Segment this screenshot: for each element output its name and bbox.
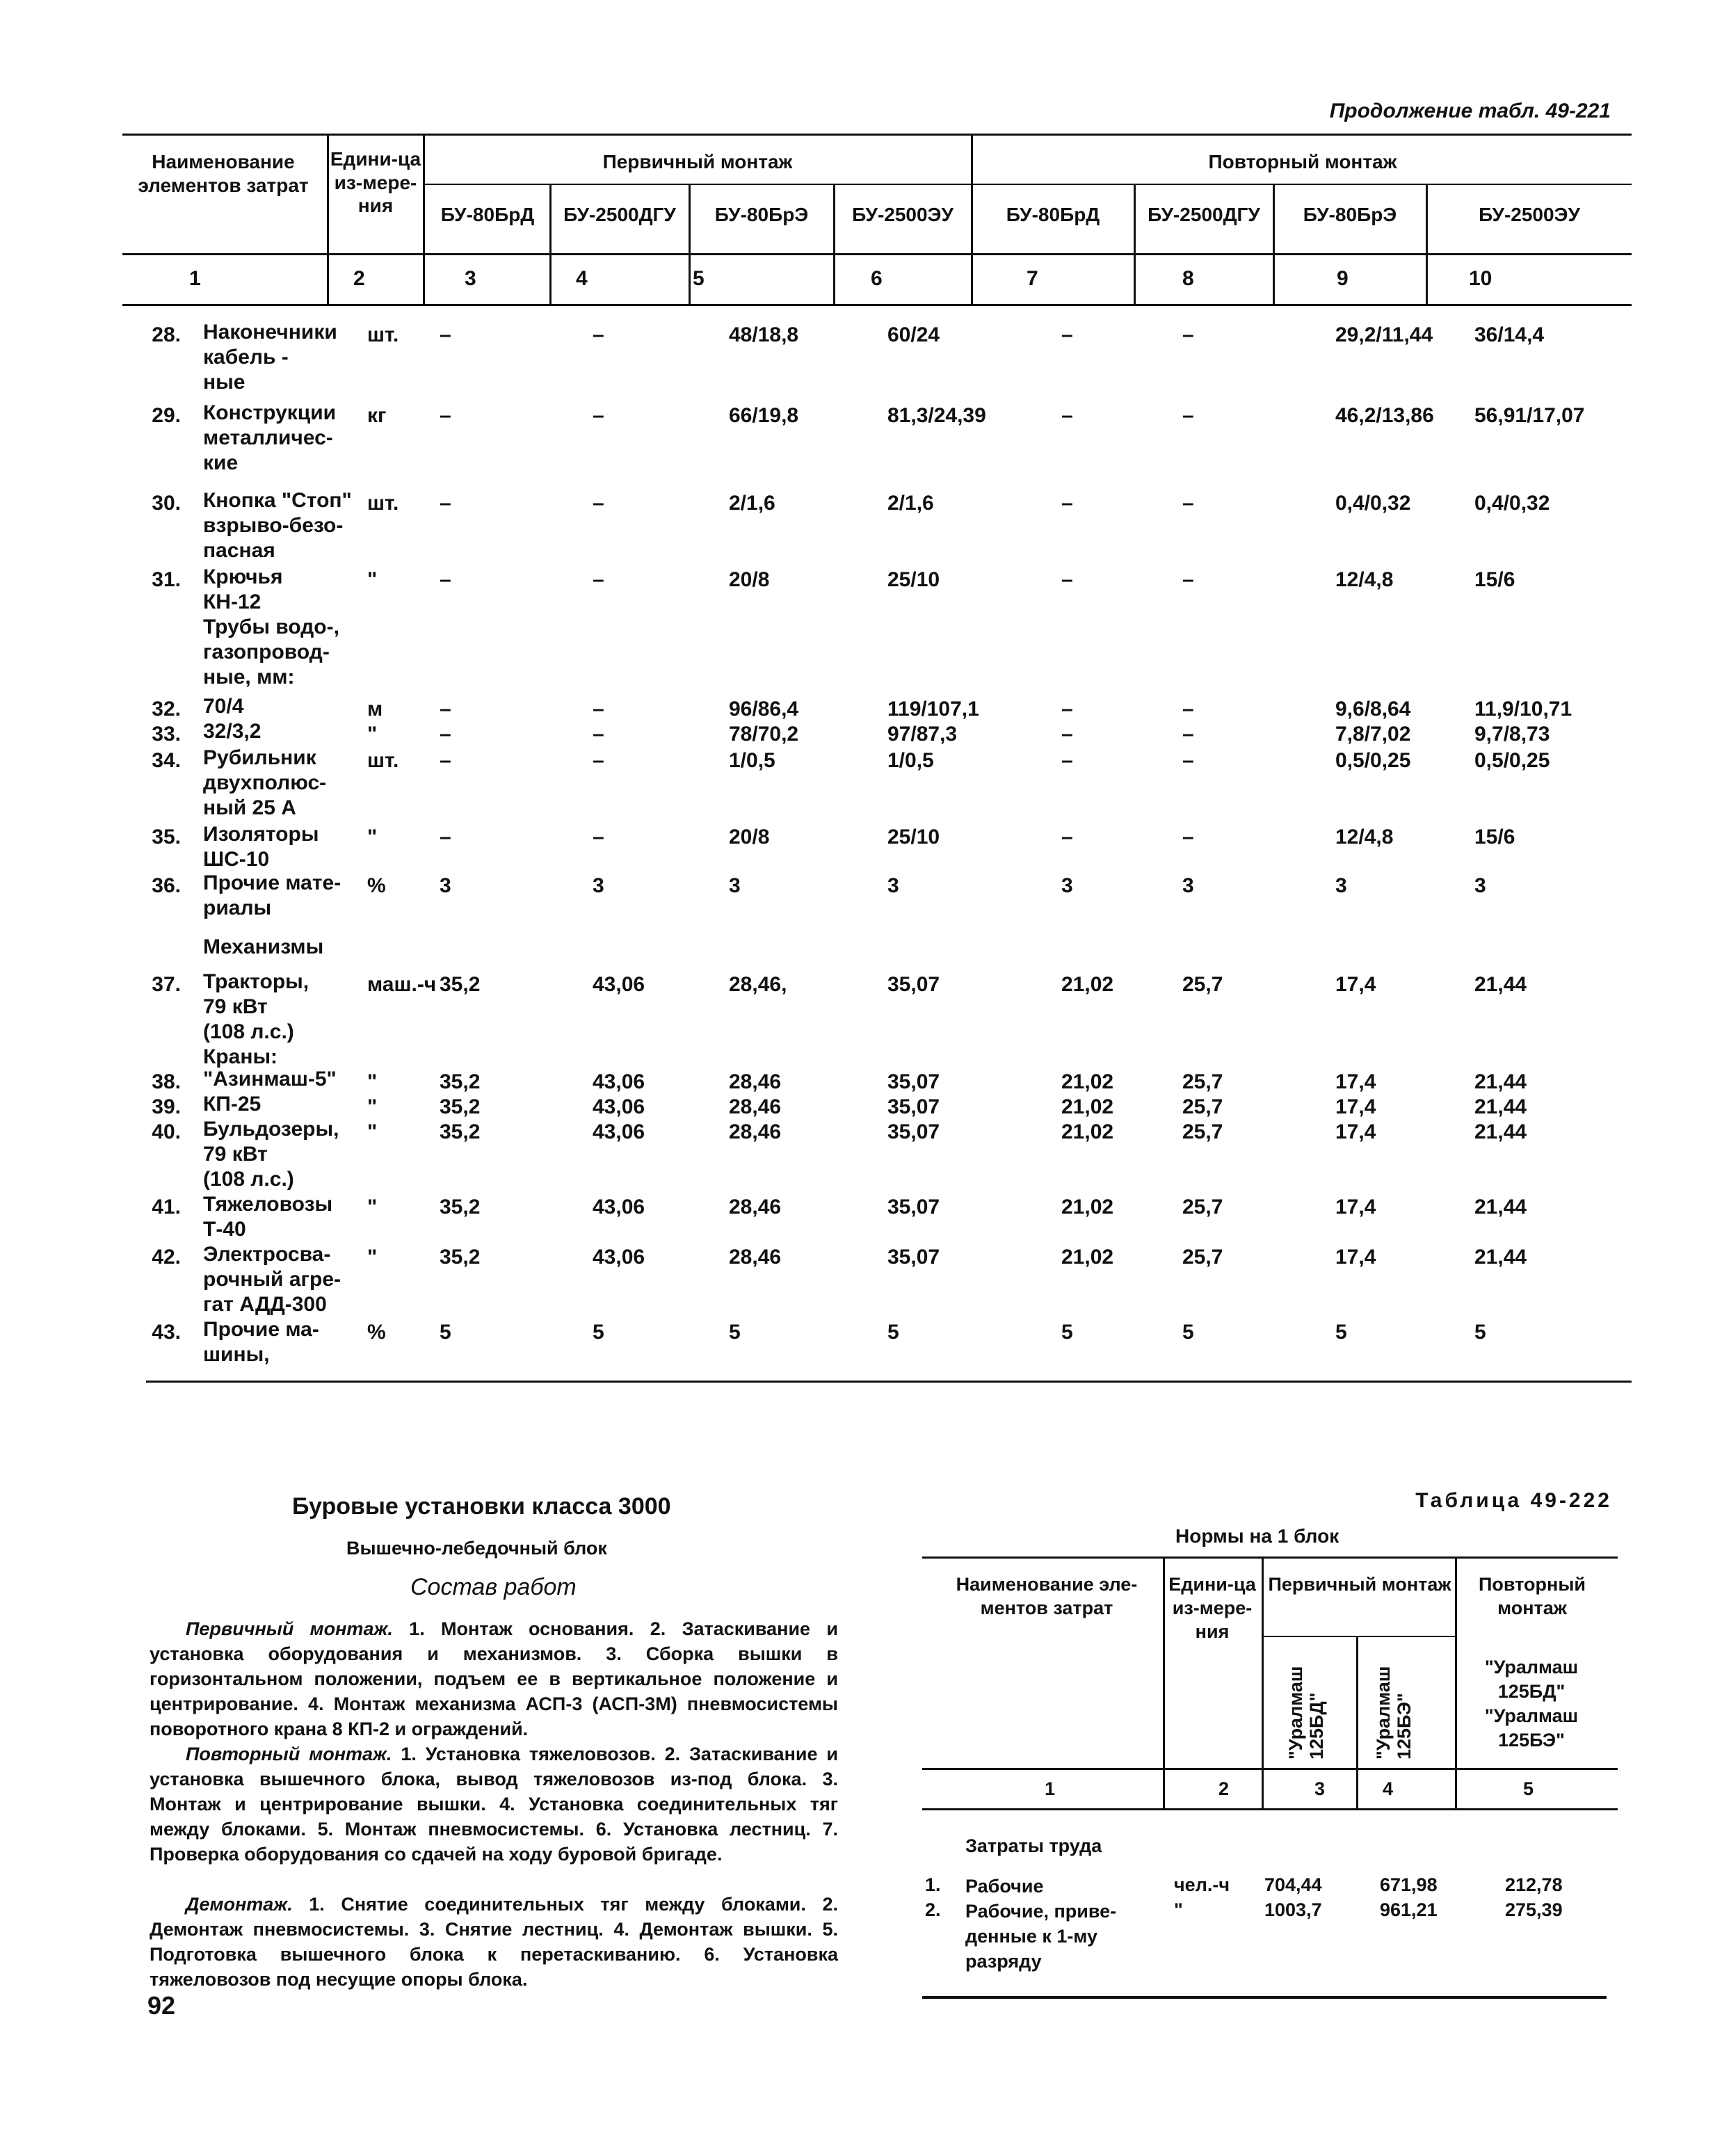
table2-row-name: Рабочие, приве- денные к 1-му разряду: [965, 1901, 1117, 1972]
row-unit: %: [367, 1321, 386, 1344]
row-unit: ": [367, 1120, 378, 1143]
table2-header-name: Наименование эле-ментов затрат: [956, 1574, 1138, 1618]
cell-value: 21,44: [1474, 1070, 1527, 1093]
cell-value: 17,4: [1335, 1196, 1376, 1218]
cell-value: 66/19,8: [729, 404, 799, 427]
column-number: 10: [1469, 267, 1492, 290]
cell-value: 20/8: [729, 568, 770, 591]
paragraph-text: 1. Снятие соединительных тяг между блоками. 2. Демонтаж пневмосистемы. 3. Снятие лестниц. 4. Демонтаж вышки. 5. Подготовка вышечного блока к перетаскиванию. 6. Установка тяжеловозов под несущие опоры блока.: [150, 1894, 838, 1990]
cell-value: 17,4: [1335, 1120, 1376, 1143]
cell-value: 0,5/0,25: [1474, 749, 1550, 772]
cell-value: 2/1,6: [887, 492, 934, 515]
table2-col-number: 5: [1523, 1778, 1534, 1799]
row-number: 40.: [152, 1120, 181, 1143]
header-col: БУ-2500ДГУ: [1148, 204, 1260, 225]
cell-value: 35,07: [887, 1246, 940, 1269]
paragraph-text: 1. Монтаж основания. 2. Затаскивание и установка оборудования и механизмов. 3. Сборка вышки в горизонтальном положении, подъем ее в вертикальное положение и центрирование. 4. Монтаж механизма АСП-3 (АСП-3М) пневмосистемы поворотного крана 8 КП-2 и ограждений.: [150, 1618, 838, 1739]
table2-vrule: [1455, 1556, 1457, 1808]
cell-value: 46,2/13,86: [1335, 404, 1434, 427]
cell-value: –: [1061, 404, 1073, 427]
main-table-vrule: [423, 134, 425, 304]
cell-value: –: [593, 749, 604, 772]
table2-cell-value: 961,21: [1380, 1899, 1438, 1920]
table2-top-rule: [922, 1556, 1618, 1559]
cell-value: 21,02: [1061, 1196, 1114, 1218]
cell-value: 0,5/0,25: [1335, 749, 1411, 772]
header-repeat: Повторный монтаж: [1208, 151, 1397, 172]
table2-vrule: [1262, 1556, 1264, 1808]
table2-bottom-rule: [922, 1996, 1607, 1999]
row-name: 70/4: [203, 695, 244, 718]
row-unit: ": [367, 568, 378, 591]
table2-row-unit: ": [1174, 1899, 1183, 1920]
table2-row-number: 2.: [925, 1899, 941, 1920]
cell-value: 21,02: [1061, 1120, 1114, 1143]
cell-value: 9,6/8,64: [1335, 698, 1411, 721]
cell-value: –: [1182, 826, 1194, 848]
row-name: Кнопка "Стоп" взрыво-безо- пасная: [203, 489, 352, 562]
header-col: БУ-80БрЭ: [714, 204, 809, 225]
row-name: Тяжеловозы Т-40: [203, 1193, 333, 1241]
cell-value: 17,4: [1335, 1246, 1376, 1269]
section-subtitle: Вышечно-лебедочный блок: [346, 1538, 607, 1559]
cell-value: –: [593, 492, 604, 515]
column-number: 4: [576, 267, 588, 290]
header-name: Наименование элементов затрат: [138, 151, 309, 196]
cell-value: –: [593, 323, 604, 346]
row-unit: ": [367, 826, 378, 848]
row-name: 32/3,2: [203, 720, 261, 743]
paragraph-text: 1. Установка тяжеловозов. 2. Затаскивание и установка вышечного блока, вывод тяжеловозов из-под блока. 3. Монтаж и центрирование вышки. 4. Установка соединительных тяг между блоками. 5. Монтаж пневмосистемы. 6. Установка лестниц. 7. Проверка оборудования со сдачей на ходу буровой бригаде.: [150, 1744, 838, 1865]
row-name: Конструкции металличес- кие: [203, 401, 337, 474]
cell-value: 21,02: [1061, 1070, 1114, 1093]
row-number: 30.: [152, 492, 181, 515]
cell-value: 1/0,5: [729, 749, 775, 772]
cell-value: 35,07: [887, 1070, 940, 1093]
work-title: Состав работ: [410, 1574, 577, 1600]
table2-header-primary: Первичный монтаж: [1268, 1574, 1451, 1595]
table2-cell-value: 212,78: [1505, 1874, 1563, 1895]
cell-value: 20/8: [729, 826, 770, 848]
table2-numbers-bottom-rule: [922, 1808, 1618, 1810]
table2-cell-value: 275,39: [1505, 1899, 1563, 1920]
main-table-vrule: [549, 184, 552, 304]
main-table-vrule: [327, 134, 329, 304]
cell-value: –: [1061, 323, 1073, 346]
cell-value: –: [440, 723, 451, 746]
continuation-caption: Продолжение табл. 49-221: [1329, 99, 1611, 122]
header-unit: Едини-ца из-мере-ния: [330, 148, 421, 217]
row-name: Электросва- рочный агре- гат АДД-300: [203, 1243, 341, 1316]
section-title: Буровые установки класса 3000: [292, 1493, 671, 1520]
main-table-header-bottom-rule: [122, 253, 1632, 255]
cell-value: 5: [729, 1321, 741, 1344]
paragraph-lead: Повторный монтаж.: [186, 1744, 392, 1764]
header-col: БУ-80БрД: [1006, 204, 1100, 225]
cell-value: 25/10: [887, 568, 940, 591]
main-table-vrule: [689, 184, 691, 304]
cell-value: 5: [1335, 1321, 1347, 1344]
cell-value: 1/0,5: [887, 749, 934, 772]
table2-row-unit: чел.-ч: [1174, 1874, 1230, 1895]
cell-value: 2/1,6: [729, 492, 775, 515]
cell-value: 78/70,2: [729, 723, 799, 746]
cell-value: 3: [1474, 874, 1486, 897]
cell-value: 21,44: [1474, 973, 1527, 996]
cell-value: 5: [1061, 1321, 1073, 1344]
row-unit: м: [367, 698, 383, 721]
cell-value: –: [1182, 723, 1194, 746]
row-unit: ": [367, 1095, 378, 1118]
cell-value: 35,2: [440, 1095, 481, 1118]
table2-col-number: 2: [1218, 1778, 1230, 1799]
row-unit: ": [367, 1196, 378, 1218]
row-number: 29.: [152, 404, 181, 427]
paragraph-repeat: [150, 1741, 838, 1867]
row-unit: маш.-ч: [367, 973, 437, 996]
cell-value: 48/18,8: [729, 323, 799, 346]
table2-header-repeat: Повторный монтаж: [1479, 1574, 1586, 1618]
row-number: 39.: [152, 1095, 181, 1118]
section-mechanisms: Механизмы: [203, 935, 324, 958]
row-number: 33.: [152, 723, 181, 746]
cell-value: 3: [1335, 874, 1347, 897]
cell-value: 21,44: [1474, 1196, 1527, 1218]
table2-header-unit: Едини-ца из-мере-ния: [1168, 1574, 1256, 1642]
cell-value: –: [440, 698, 451, 721]
cell-value: 5: [440, 1321, 451, 1344]
cell-value: 3: [887, 874, 899, 897]
cell-value: 15/6: [1474, 568, 1515, 591]
table2-vrule: [1163, 1556, 1165, 1808]
cell-value: 35,07: [887, 973, 940, 996]
cell-value: 3: [1182, 874, 1194, 897]
cell-value: –: [440, 323, 451, 346]
row-name: Наконечники кабель - ные: [203, 321, 337, 394]
column-number: 6: [871, 267, 883, 290]
cell-value: 21,02: [1061, 1246, 1114, 1269]
paragraph-primary: [150, 1616, 838, 1741]
cell-value: 35,07: [887, 1095, 940, 1118]
table2-row-name: Рабочие: [965, 1876, 1044, 1897]
row-number: 31.: [152, 568, 181, 591]
row-unit: шт.: [367, 492, 399, 515]
cell-value: 35,2: [440, 1070, 481, 1093]
cell-value: 28,46: [729, 1095, 782, 1118]
table2-header-col3: "Уралмаш 125БД": [1285, 1666, 1327, 1760]
cell-value: 12/4,8: [1335, 568, 1394, 591]
cell-value: 35,07: [887, 1196, 940, 1218]
row-number: 35.: [152, 826, 181, 848]
table2-col-number: 3: [1314, 1778, 1326, 1799]
cell-value: 3: [440, 874, 451, 897]
cell-value: 97/87,3: [887, 723, 958, 746]
cell-value: 5: [593, 1321, 604, 1344]
main-table-subheader-rule: [424, 184, 1632, 185]
cell-value: 28,46: [729, 1246, 782, 1269]
column-number: 1: [189, 267, 201, 290]
table2-section: Затраты труда: [965, 1835, 1102, 1856]
cell-value: 25,7: [1182, 1095, 1223, 1118]
row-name: Прочие мате- риалы: [203, 871, 341, 919]
cell-value: 35,07: [887, 1120, 940, 1143]
table2-cell-value: 671,98: [1380, 1874, 1438, 1895]
cell-value: –: [1182, 404, 1194, 427]
cell-value: 11,9/10,71: [1474, 698, 1572, 721]
column-number: 2: [353, 267, 365, 290]
cell-value: 43,06: [593, 973, 645, 996]
cell-value: –: [440, 404, 451, 427]
cell-value: 12/4,8: [1335, 826, 1394, 848]
cell-value: –: [1182, 323, 1194, 346]
row-unit: шт.: [367, 749, 399, 772]
cell-value: 3: [1061, 874, 1073, 897]
cell-value: 28,46: [729, 1070, 782, 1093]
main-table-vrule: [1273, 184, 1275, 304]
cell-value: 3: [729, 874, 741, 897]
header-col: БУ-2500ЭУ: [852, 204, 953, 225]
row-number: 38.: [152, 1070, 181, 1093]
cell-value: 9,7/8,73: [1474, 723, 1550, 746]
cell-value: –: [1182, 749, 1194, 772]
cell-value: 60/24: [887, 323, 940, 346]
table2-header-col5: "Уралмаш 125БД" "Уралмаш 125БЭ": [1484, 1657, 1579, 1751]
cell-value: 35,2: [440, 1246, 481, 1269]
header-col: БУ-2500ДГУ: [563, 204, 676, 225]
cell-value: –: [1061, 698, 1073, 721]
row-number: 42.: [152, 1246, 181, 1269]
cell-value: 81,3/24,39: [887, 404, 986, 427]
cell-value: 0,4/0,32: [1335, 492, 1411, 515]
table2-header-col4: "Уралмаш 125БЭ": [1373, 1666, 1415, 1760]
cell-value: 0,4/0,32: [1474, 492, 1550, 515]
row-number: 34.: [152, 749, 181, 772]
cell-value: 25,7: [1182, 1246, 1223, 1269]
cell-value: 56,91/17,07: [1474, 404, 1585, 427]
row-unit: ": [367, 1070, 378, 1093]
cell-value: 119/107,1: [887, 698, 979, 721]
table2-norms: Нормы на 1 блок: [1175, 1525, 1339, 1547]
cell-value: –: [440, 568, 451, 591]
cell-value: 43,06: [593, 1196, 645, 1218]
table2-vrule: [1356, 1636, 1358, 1808]
main-table-vrule: [1426, 184, 1428, 304]
table2-header-bottom-rule: [922, 1768, 1618, 1770]
cell-value: –: [593, 826, 604, 848]
cell-value: 25,7: [1182, 1196, 1223, 1218]
cell-value: 7,8/7,02: [1335, 723, 1411, 746]
row-unit: ": [367, 723, 378, 746]
column-number: 9: [1337, 267, 1349, 290]
cell-value: –: [1061, 568, 1073, 591]
column-number: 5: [693, 267, 705, 290]
cell-value: 25,7: [1182, 1120, 1223, 1143]
cell-value: –: [1061, 723, 1073, 746]
table2-label: Таблица 49-222: [1415, 1489, 1612, 1512]
row-name: Рубильник двухполюс- ный 25 А: [203, 746, 327, 819]
cell-value: 21,02: [1061, 1095, 1114, 1118]
cell-value: 28,46,: [729, 973, 787, 996]
page-number: 92: [147, 1991, 176, 2020]
cell-value: 17,4: [1335, 1095, 1376, 1118]
row-number: 36.: [152, 874, 181, 897]
header-col: БУ-2500ЭУ: [1479, 204, 1580, 225]
row-unit: шт.: [367, 323, 399, 346]
row-number: 43.: [152, 1321, 181, 1344]
row-name: КП-25: [203, 1093, 261, 1116]
column-number: 7: [1027, 267, 1038, 290]
row-name: Прочие ма- шины,: [203, 1318, 319, 1366]
cell-value: –: [1182, 568, 1194, 591]
cell-value: 29,2/11,44: [1335, 323, 1433, 346]
paragraph-dismantle: [150, 1892, 838, 1992]
cell-value: –: [593, 723, 604, 746]
table2-subheader-rule: [1263, 1636, 1455, 1637]
cell-value: –: [1061, 749, 1073, 772]
cell-value: 36/14,4: [1474, 323, 1545, 346]
cell-value: 35,2: [440, 973, 481, 996]
row-number: 37.: [152, 973, 181, 996]
cell-value: 43,06: [593, 1120, 645, 1143]
row-name: Бульдозеры, 79 кВт (108 л.с.): [203, 1118, 339, 1191]
cell-value: –: [1061, 492, 1073, 515]
paragraph-lead: Демонтаж.: [186, 1894, 293, 1915]
row-number: 41.: [152, 1196, 181, 1218]
paragraph-lead: Первичный монтаж.: [186, 1618, 393, 1639]
cell-value: 43,06: [593, 1095, 645, 1118]
cell-value: 17,4: [1335, 973, 1376, 996]
table2-row-number: 1.: [925, 1874, 941, 1895]
column-number: 3: [465, 267, 476, 290]
row-unit: %: [367, 874, 386, 897]
cell-value: 3: [593, 874, 604, 897]
cell-value: –: [593, 568, 604, 591]
row-name: Изоляторы ШС-10: [203, 823, 319, 871]
row-unit: ": [367, 1246, 378, 1269]
cell-value: –: [593, 698, 604, 721]
header-col: БУ-80БрЭ: [1303, 204, 1397, 225]
cell-value: 21,44: [1474, 1095, 1527, 1118]
cell-value: –: [1061, 826, 1073, 848]
cell-value: 17,4: [1335, 1070, 1376, 1093]
table2-cell-value: 704,44: [1264, 1874, 1322, 1895]
main-table-vrule: [833, 184, 835, 304]
cell-value: –: [1182, 492, 1194, 515]
table2-col-number: 1: [1045, 1778, 1056, 1799]
cell-value: 5: [887, 1321, 899, 1344]
row-unit: кг: [367, 404, 387, 427]
main-table-bottom-rule: [146, 1381, 1632, 1383]
cell-value: 21,44: [1474, 1120, 1527, 1143]
row-name: Тракторы, 79 кВт (108 л.с.) Краны:: [203, 970, 309, 1068]
cell-value: –: [440, 826, 451, 848]
row-number: 28.: [152, 323, 181, 346]
cell-value: 15/6: [1474, 826, 1515, 848]
cell-value: –: [440, 749, 451, 772]
column-number: 8: [1182, 267, 1194, 290]
cell-value: 21,44: [1474, 1246, 1527, 1269]
header-primary: Первичный монтаж: [602, 151, 793, 172]
cell-value: –: [593, 404, 604, 427]
table2-cell-value: 1003,7: [1264, 1899, 1322, 1920]
cell-value: –: [1182, 698, 1194, 721]
cell-value: 25,7: [1182, 1070, 1223, 1093]
row-name: "Азинмаш-5": [203, 1068, 337, 1091]
main-table-vrule: [1134, 184, 1136, 304]
cell-value: 43,06: [593, 1246, 645, 1269]
main-table-top-rule: [122, 134, 1632, 136]
cell-value: 35,2: [440, 1120, 481, 1143]
cell-value: 43,06: [593, 1070, 645, 1093]
cell-value: 5: [1182, 1321, 1194, 1344]
main-table-numbers-bottom-rule: [122, 304, 1632, 306]
cell-value: 21,02: [1061, 973, 1114, 996]
row-name: Крючья КН-12 Трубы водо-, газопровод- ные, мм:: [203, 565, 339, 689]
cell-value: 28,46: [729, 1120, 782, 1143]
cell-value: –: [440, 492, 451, 515]
cell-value: 35,2: [440, 1196, 481, 1218]
cell-value: 28,46: [729, 1196, 782, 1218]
row-number: 32.: [152, 698, 181, 721]
cell-value: 25/10: [887, 826, 940, 848]
header-col: БУ-80БрД: [440, 204, 535, 225]
cell-value: 96/86,4: [729, 698, 799, 721]
cell-value: 5: [1474, 1321, 1486, 1344]
table2-col-number: 4: [1383, 1778, 1394, 1799]
cell-value: 25,7: [1182, 973, 1223, 996]
